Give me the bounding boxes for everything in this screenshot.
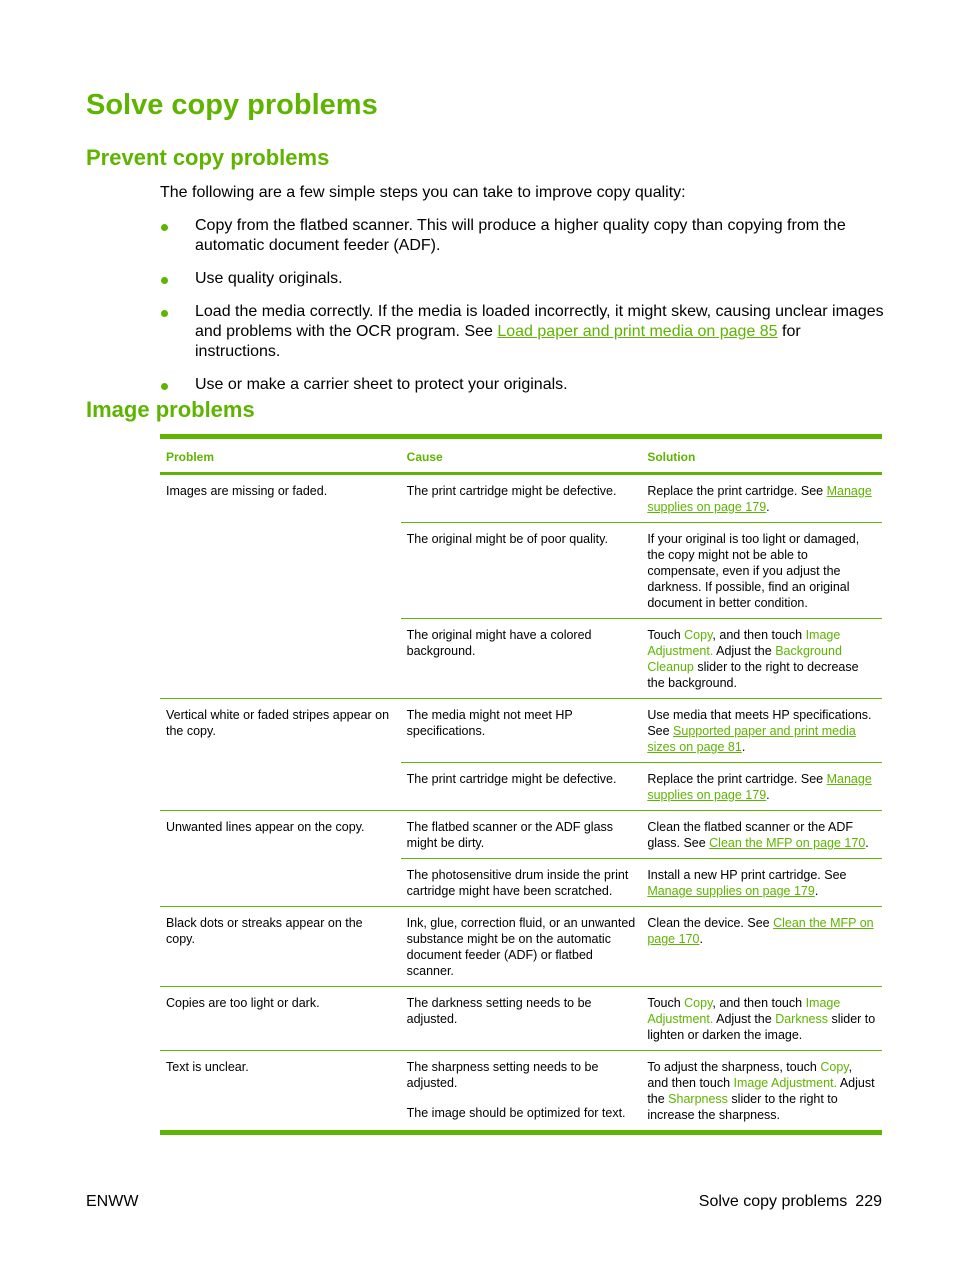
darkness-term: Darkness	[775, 1012, 828, 1026]
image-adjustment-term: Image Adjustment.	[647, 996, 841, 1026]
cause-cell: The sharpness setting needs to be adjusted. The image should be optimized for text.	[401, 1051, 642, 1133]
bullet-icon	[161, 383, 168, 390]
solution-cell: Clean the flatbed scanner or the ADF glass. See Clean the MFP on page 170.	[641, 811, 882, 859]
footer-section-title: Solve copy problems	[698, 1193, 848, 1210]
manage-supplies-link[interactable]: Manage supplies on page 179	[647, 884, 815, 898]
image-adjustment-term: Image Adjustment.	[647, 628, 841, 658]
solution-cell: To adjust the sharpness, touch Copy, and then touch Image Adjustment. Adjust the Sharpness slider to the right to increase the sharpness.	[641, 1051, 882, 1133]
supported-paper-link[interactable]: Supported paper and print media sizes on page 81	[647, 724, 856, 754]
prevent-heading: Prevent copy problems	[86, 145, 330, 170]
bullet-icon	[161, 224, 168, 231]
page-title: Solve copy problems	[86, 89, 378, 121]
problem-cell: Images are missing or faded.	[166, 484, 328, 498]
list-item: Use quality originals.	[160, 269, 890, 289]
cause-cell: The original might have a colored background.	[401, 619, 642, 699]
solution-cell: Clean the device. See Clean the MFP on page 170.	[641, 907, 882, 987]
solution-cell: Install a new HP print cartridge. See Manage supplies on page 179.	[641, 859, 882, 907]
solution-cell: Touch Copy, and then touch Image Adjustment. Adjust the Background Cleanup slider to the right to decrease the background.	[641, 619, 882, 699]
sharpness-term: Sharpness	[668, 1092, 728, 1106]
copy-menu-term: Copy	[684, 996, 713, 1010]
problem-cell: Text is unclear.	[160, 1051, 401, 1133]
cause-cell: The flatbed scanner or the ADF glass might be dirty.	[401, 811, 642, 859]
table-row	[160, 1051, 882, 1133]
problem-cell: Vertical white or faded stripes appear on the copy.	[160, 699, 401, 811]
cause-cell: The original might be of poor quality.	[401, 523, 642, 619]
copy-menu-term: Copy	[820, 1060, 849, 1074]
table-row	[160, 811, 882, 859]
image-problems-heading: Image problems	[86, 397, 255, 422]
bullet-icon	[161, 277, 168, 284]
list-item: Copy from the flatbed scanner. This will produce a higher quality copy than copying from the automatic document feeder (ADF).	[160, 216, 890, 256]
col-header-solution: Solution	[641, 437, 882, 474]
clean-mfp-link[interactable]: Clean the MFP on page 170	[647, 916, 874, 946]
clean-mfp-link[interactable]: Clean the MFP on page 170	[709, 836, 866, 850]
table-row	[160, 907, 882, 987]
copy-menu-term: Copy	[684, 628, 713, 642]
problem-cell: Copies are too light or dark.	[160, 987, 401, 1051]
cause-cell: The print cartridge might be defective.	[401, 763, 642, 811]
page-number: 229	[855, 1193, 882, 1210]
solution-cell: Replace the print cartridge. See Manage supplies on page 179.	[641, 763, 882, 811]
table-row	[160, 474, 882, 523]
solution-cell: Touch Copy, and then touch Image Adjustment. Adjust the Darkness slider to lighten or darken the image.	[641, 987, 882, 1051]
col-header-problem: Problem	[160, 437, 401, 474]
cause-cell: The print cartridge might be defective.	[406, 484, 617, 498]
background-cleanup-term: Background Cleanup	[647, 644, 842, 674]
cause-cell: Ink, glue, correction fluid, or an unwanted substance might be on the automatic document feeder (ADF) or flatbed scanner.	[401, 907, 642, 987]
solution-cell: Use media that meets HP specifications. See Supported paper and print media sizes on page 81.	[641, 699, 882, 763]
cause-cell: The media might not meet HP specifications.	[401, 699, 642, 763]
table-row	[160, 987, 882, 1051]
list-item: Use or make a carrier sheet to protect your originals.	[160, 375, 890, 395]
problem-cell: Unwanted lines appear on the copy.	[160, 811, 401, 907]
table-row	[160, 699, 882, 763]
manage-supplies-link[interactable]: Manage supplies on page 179	[647, 772, 872, 802]
image-adjustment-term: Image Adjustment.	[733, 1076, 838, 1090]
col-header-cause: Cause	[401, 437, 642, 474]
solution-cell: Replace the print cartridge. See Manage supplies on page 179.	[647, 484, 872, 514]
list-item: Load the media correctly. If the media is loaded incorrectly, it might skew, causing unclear images and problems with the OCR program. See Load paper and print media on page 85 for instructions.	[160, 302, 890, 362]
cause-cell: The darkness setting needs to be adjusted.	[401, 987, 642, 1051]
manage-supplies-link[interactable]: Manage supplies on page 179	[647, 484, 872, 514]
bullet-icon	[161, 310, 168, 317]
problem-cell: Black dots or streaks appear on the copy.	[160, 907, 401, 987]
load-paper-link[interactable]: Load paper and print media on page 85	[497, 323, 778, 340]
table-header-row	[160, 437, 882, 474]
image-problems-table	[160, 434, 882, 1135]
tips-list	[160, 216, 890, 408]
cause-cell: The photosensitive drum inside the print cartridge might have been scratched.	[401, 859, 642, 907]
footer-doc-code: ENWW	[86, 1193, 139, 1210]
footer-section	[699, 1193, 882, 1211]
intro-text: The following are a few simple steps you can take to improve copy quality:	[160, 184, 686, 201]
solution-cell: If your original is too light or damaged, the copy might not be able to compensate, even if you adjust the darkness. If possible, find an original document in better condition.	[641, 523, 882, 619]
